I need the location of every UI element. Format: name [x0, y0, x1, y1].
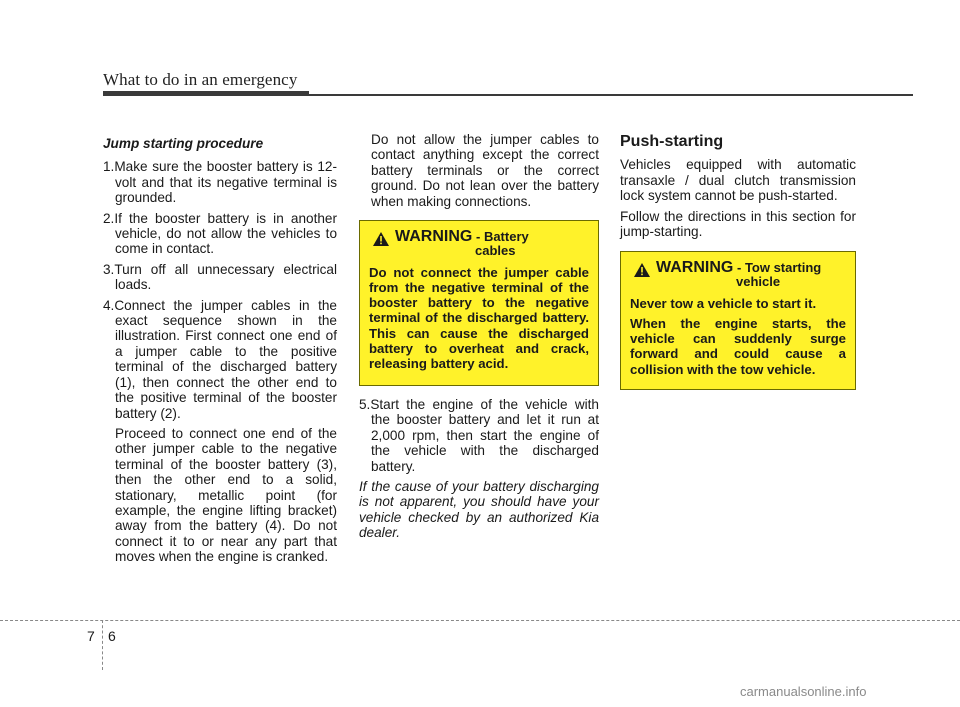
header-rule [103, 94, 913, 96]
warning-triangle-icon [634, 263, 650, 277]
warning-subtitle-line2: cables [475, 243, 516, 259]
footer-divider [102, 620, 103, 670]
chapter-number: 7 [87, 628, 95, 644]
warning-label: WARNING [395, 228, 473, 245]
section-title-push-starting: Push-starting [620, 133, 724, 150]
warning-subtitle: - Tow starting [737, 260, 822, 275]
step-3: 3.Turn off all unnecessary electrical loads. [103, 261, 337, 293]
warning-text-1: Never tow a vehicle to start it. [630, 295, 817, 311]
column-middle-lower [359, 397, 599, 546]
section-title-jump-starting: Jump starting procedure [103, 136, 264, 151]
warning-box-tow-starting [620, 251, 856, 390]
step-4: 4.Connect the jumper cables in the exact sequence shown in the illustration. First connect one end of a jumper cable to the positive terminal of the discharged battery (1), then connect the other end to the positive terminal of the booster battery (2). [103, 297, 337, 421]
warning-text: Do not connect the jumper cable from the negative terminal of the booster battery to the negative terminal of the discharged battery. This can cause the discharged battery to overheat and crack, releasing battery acid. [369, 264, 589, 372]
column-right [620, 132, 856, 244]
warning-text-2: When the engine starts, the vehicle can suddenly surge forward and could cause a collision with the tow vehicle. [630, 315, 846, 377]
step-4-continued: Proceed to connect one end of the other jumper cable to the negative terminal of the booster battery (3), then the other end to a solid, stationary, metallic point (for example, the engine lifting bracket) away from the battery (4). Do not connect it to or near any part that moves when the engine is cranked. [115, 425, 337, 565]
push-starting-para-2: Follow the directions in this section for jump-starting. [620, 208, 856, 240]
warning-header [630, 260, 846, 290]
column-left [103, 132, 337, 570]
warning-header [369, 229, 589, 259]
warning-subtitle: - Battery [476, 229, 529, 244]
warning-triangle-icon [373, 232, 389, 246]
connection-caution-text: Do not allow the jumper cables to contact anything except the correct battery terminals or the correct ground. Do not lean over the battery when making connections. [371, 132, 599, 209]
page-number: 6 [108, 628, 116, 644]
push-starting-para-1: Vehicles equipped with automatic transaxle / dual clutch transmission lock system cannot be push-started. [620, 157, 856, 204]
page-header-title: What to do in an emergency [103, 70, 298, 89]
step-2: 2.If the booster battery is in another vehicle, do not allow the vehicles to come in contact. [103, 210, 337, 257]
warning-box-battery-cables [359, 220, 599, 386]
warning-subtitle-line2: vehicle [736, 274, 781, 290]
column-middle [359, 132, 599, 214]
watermark: carmanualsonline.info [740, 684, 867, 699]
footer-rule [0, 620, 960, 621]
dealer-note: If the cause of your battery discharging is not apparent, you should have your vehicle checked by an authorized Kia dealer. [359, 479, 599, 541]
warning-label: WARNING [656, 259, 734, 276]
step-1: 1.Make sure the booster battery is 12-volt and that its negative terminal is grounded. [103, 159, 337, 206]
step-5: 5.Start the engine of the vehicle with the booster battery and let it run at 2,000 rpm, then start the engine of the vehicle with the discharged battery. [359, 397, 599, 474]
